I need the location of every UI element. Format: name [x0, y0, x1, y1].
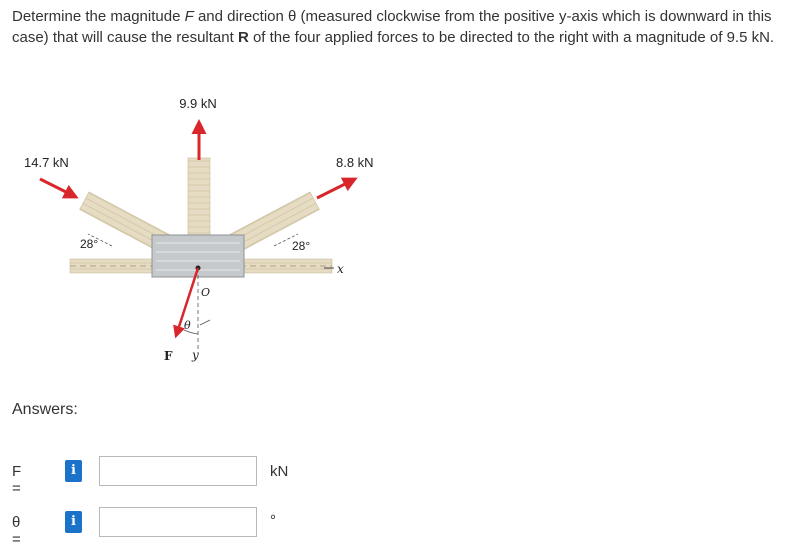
problem-var-F: F	[184, 8, 194, 25]
theta-label: θ	[184, 319, 191, 332]
force-top-label: 9.9 kN	[179, 96, 217, 111]
axis-y-label: y	[192, 348, 199, 362]
problem-var-R: R	[237, 29, 249, 46]
F-label: F =	[12, 463, 22, 497]
force-diagram	[12, 92, 402, 374]
angle-right-label: 28°	[292, 239, 311, 253]
force-right-label: 8.8 kN	[336, 155, 374, 170]
vertical-member	[188, 158, 210, 242]
info-icon[interactable]: i	[65, 460, 82, 482]
info-icon[interactable]: i	[65, 511, 82, 533]
axis-x-label: x	[337, 262, 344, 276]
angle-left-label: 28°	[80, 237, 99, 251]
problem-text-2: and direction θ (measured clockwise from the positive y-axis which is downward in this case) that will cause the resultant	[12, 8, 772, 46]
origin-label: O	[201, 286, 211, 299]
F-input[interactable]	[99, 456, 257, 486]
answers-heading: Answers:	[12, 401, 78, 418]
force-arrow-right	[317, 179, 355, 198]
force-F-label: F	[164, 349, 173, 363]
F-unit: kN	[270, 463, 289, 480]
problem-text-1: Determine the magnitude	[12, 8, 185, 25]
theta-label-answer: θ =	[12, 514, 21, 548]
theta-input[interactable]	[99, 507, 257, 537]
theta-unit: °	[270, 512, 276, 529]
force-left-label: 14.7 kN	[24, 155, 69, 170]
problem-text-3: of the four applied forces to be directed to the right with a magnitude of 9.5 kN.	[248, 29, 775, 46]
force-arrow-left	[40, 179, 76, 197]
problem-statement	[12, 6, 787, 48]
